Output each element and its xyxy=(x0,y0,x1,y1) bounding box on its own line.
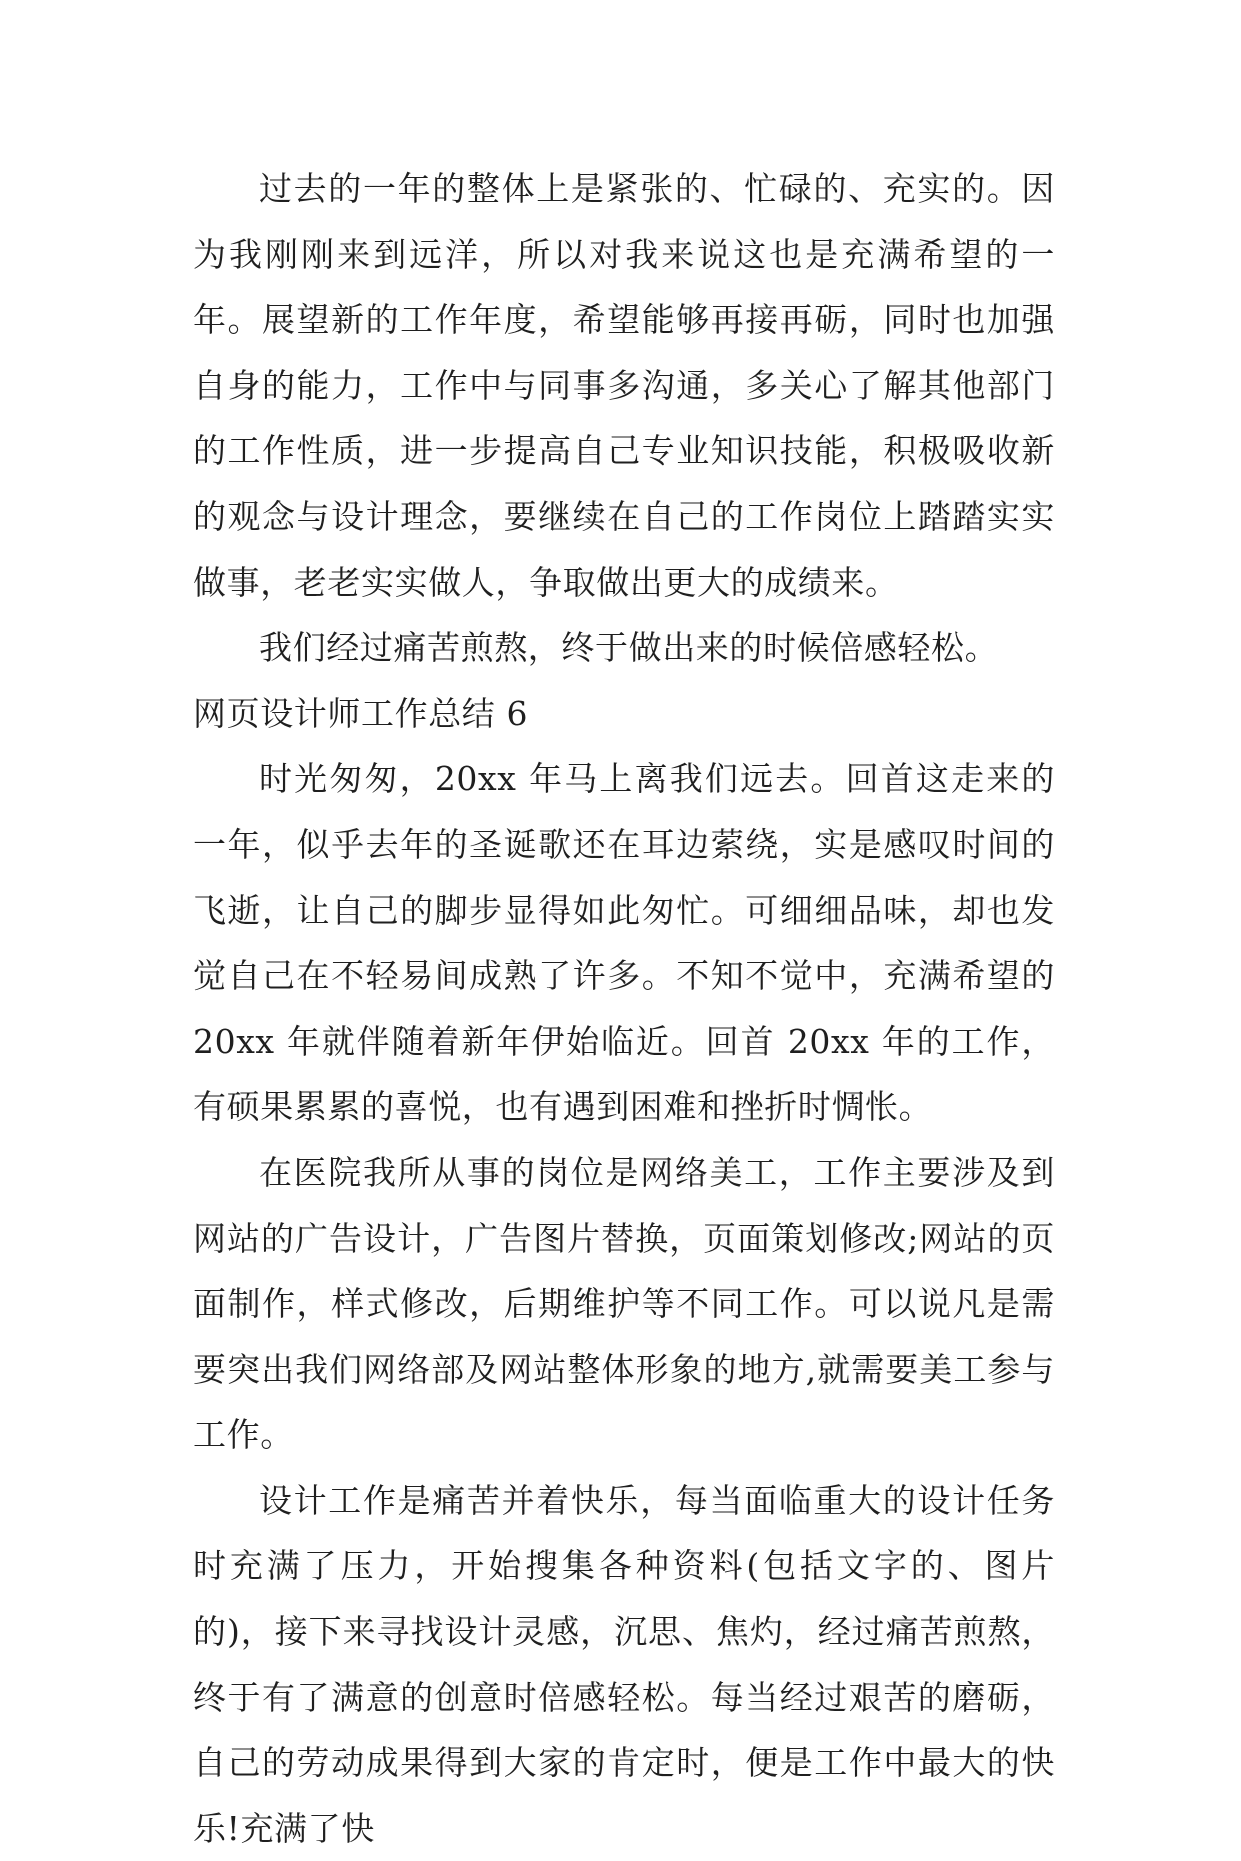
paragraph-relief: 我们经过痛苦煎熬，终于做出来的时候倍感轻松。 xyxy=(259,628,999,668)
section-title: 网页设计师工作总结 6 xyxy=(193,693,529,733)
paragraph-summary: 过去的一年的整体上是紧张的、忙碌的、充实的。因为我刚刚来到远洋，所以对我来说这也是充满希望的一年。展望新的工作年度，希望能够再接再砺，同时也加强自身的能力，工作中与同事多沟通，多关心了解其他部门的工作性质，进一步提高自己专业知识技能，积极吸收新的观念与设计理念，要继续在自己的工作岗位上踏踏实实做事，老老实实做人，争取做出更大的成绩来。 xyxy=(193,169,1055,602)
document-body xyxy=(193,156,1055,1861)
paragraph-design-work: 设计工作是痛苦并着快乐，每当面临重大的设计任务时充满了压力，开始搜集各种资料(包括文字的、图片的)，接下来寻找设计灵感，沉思、焦灼，经过痛苦煎熬，终于有了满意的创意时倍感轻松。每当经过艰苦的磨砺，自己的劳动成果得到大家的肯定时，便是工作中最大的快乐!充满了快 xyxy=(193,1480,1055,1848)
paragraph-time-flies: 时光匆匆，20xx 年马上离我们远去。回首这走来的一年，似乎去年的圣诞歌还在耳边萦绕，实是感叹时间的飞逝，让自己的脚步显得如此匆忙。可细细品味，却也发觉自己在不轻易间成熟了许多。不知不觉中，充满希望的 20xx 年就伴随着新年伊始临近。回首 20xx 年的工作，有硕果累累的喜悦，也有遇到困难和挫折时惆怅。 xyxy=(193,759,1055,1127)
paragraph-job-role: 在医院我所从事的岗位是网络美工，工作主要涉及到网站的广告设计，广告图片替换，页面策划修改;网站的页面制作，样式修改，后期维护等不同工作。可以说凡是需要突出我们网络部及网站整体形象的地方,就需要美工参与工作。 xyxy=(193,1152,1055,1455)
